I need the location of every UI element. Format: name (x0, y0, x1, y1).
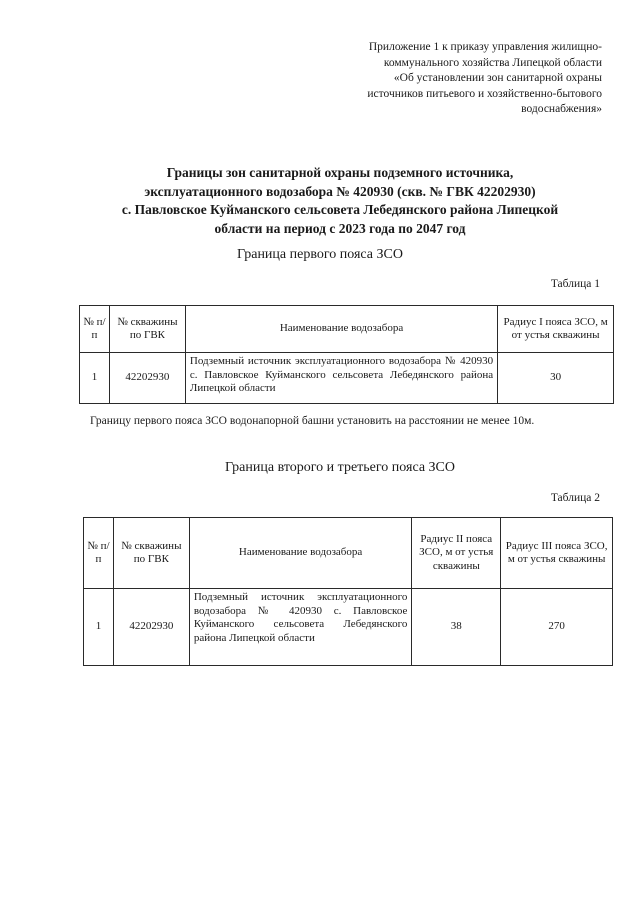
header-cell: № скважины по ГВК (109, 306, 185, 353)
header-cell: Наименование водозабора (185, 306, 497, 353)
appendix-note-line: коммунального хозяйства Липецкой области (383, 56, 602, 69)
section-heading-first-zone: Граница первого пояса ЗСО (237, 247, 403, 262)
table-caption-1: Таблица 1 (550, 278, 600, 290)
table-header-row (84, 518, 613, 589)
cell-radius-1: 30 (498, 353, 614, 404)
cell-intake-name: Подземный источник эксплуатационного водозабора № 420930 с. Павловское Куйманского сельсовета Лебедянского района Липецкой области (185, 353, 497, 404)
cell-radius-2: 38 (412, 589, 501, 666)
cell-number: 1 (84, 589, 114, 666)
cell-well-id: 42202930 (113, 589, 189, 666)
header-cell: Радиус I пояса ЗСО, м от устья скважины (498, 306, 614, 353)
header-cell: Радиус II пояса ЗСО, м от устья скважины (412, 518, 501, 589)
appendix-note-line: источников питьевого и хозяйственно-бытового (367, 87, 602, 100)
table-header-row (80, 306, 614, 353)
document-title-line: эксплуатационного водозабора № 420930 (скв. № ГВК 42202930) (144, 183, 536, 199)
cell-intake-name: Подземный источник эксплуатационного водозабора № 420930 с. Павловское Куйманского сельсовета Лебедянского района Липецкой области (189, 589, 412, 666)
appendix-note-line: Приложение 1 к приказу управления жилищно- (368, 41, 602, 53)
header-cell: Наименование водозабора (189, 518, 412, 589)
table-second-third-zone (83, 517, 613, 666)
cell-well-id: 42202930 (109, 353, 185, 404)
document-title-line: с. Павловское Куйманского сельсовета Лебедянского района Липецкой (121, 202, 559, 217)
header-cell: Радиус III пояса ЗСО, м от устья скважины (501, 518, 613, 589)
header-cell: № скважины по ГВК (113, 518, 189, 589)
document-title-line: Границы зон санитарной охраны подземного источника, (166, 165, 514, 180)
table-row (80, 353, 614, 404)
tower-boundary-note: Границу первого пояса ЗСО водонапорной башни установить на расстоянии не менее 10м. (90, 415, 535, 427)
header-cell: № п/п (80, 306, 110, 353)
cell-radius-3: 270 (501, 589, 613, 666)
table-first-zone (79, 305, 614, 404)
appendix-note-line: «Об установлении зон санитарной охраны (393, 72, 602, 84)
section-heading-second-third-zone: Граница второго и третьего пояса ЗСО (224, 460, 456, 475)
header-cell: № п/п (84, 518, 114, 589)
document-title (80, 164, 600, 238)
table-caption-2: Таблица 2 (550, 492, 600, 504)
document-title-line: области на период с 2023 года по 2047 год (214, 220, 466, 236)
appendix-note-line: водоснабжения» (521, 103, 602, 115)
table-row (84, 589, 613, 666)
appendix-note (302, 40, 602, 118)
cell-number: 1 (80, 353, 110, 404)
